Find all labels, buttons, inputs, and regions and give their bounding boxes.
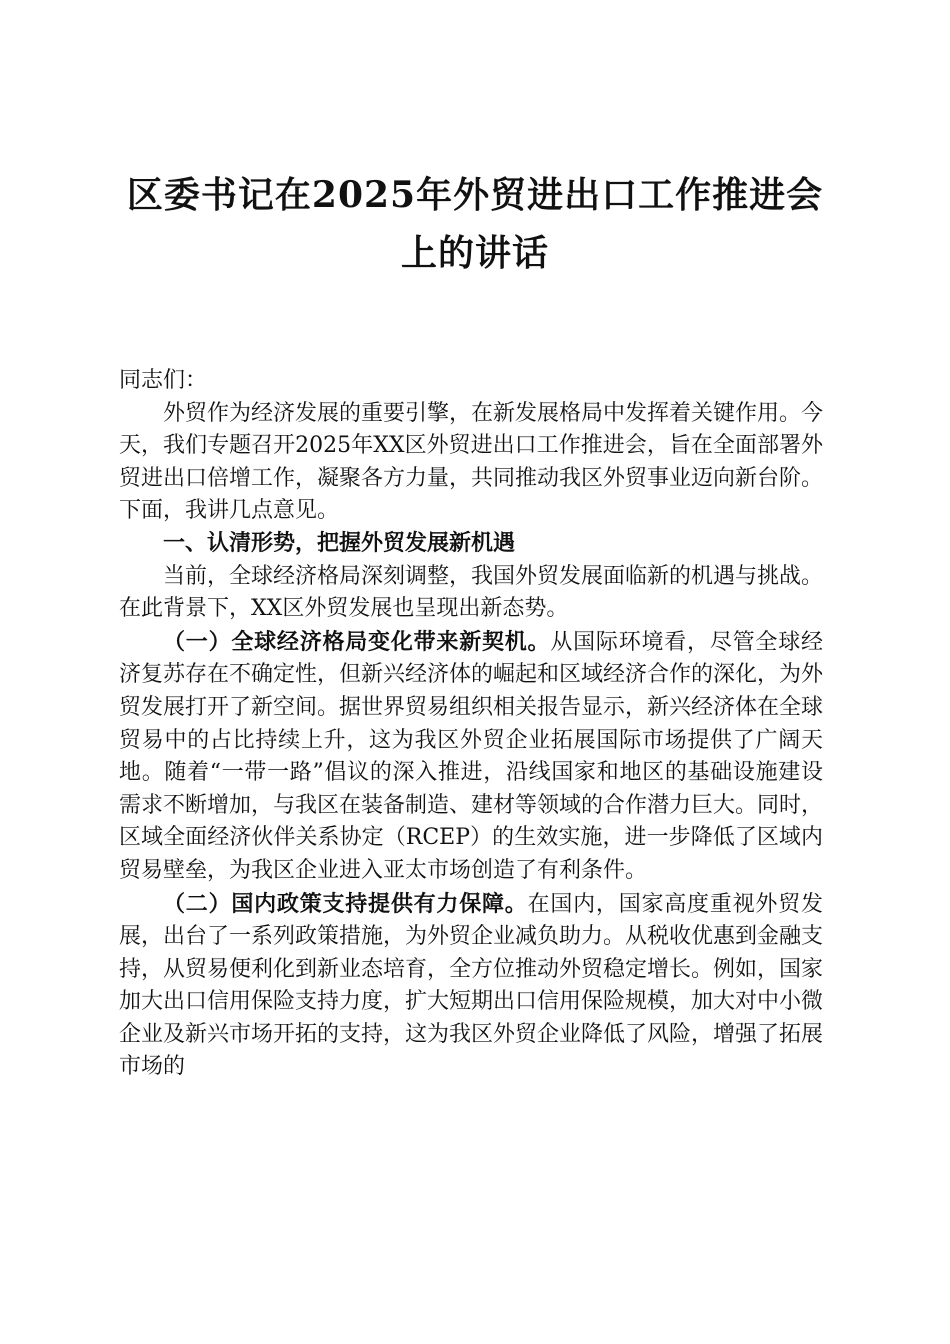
salutation: 同志们：: [119, 368, 208, 393]
subsection-lead-2: （二）国内政策支持提供有力保障。: [163, 890, 528, 917]
subsection-text-2: 在国内，国家高度重视外贸发展，出台了一系列政策措施，为外贸企业减负助力。从税收优惠到金融支持，从贸易便利化到新业态培育，全方位推动外贸稳定增长。例如，国家加大出口信用保险支持力度，扩大短期出口信用保险规模，加大对中小微企业及新兴市场开拓的支持，这为我区外贸企业降低了风险，增强了拓展市场的: [119, 891, 824, 1080]
intro-paragraph: 外贸作为经济发展的重要引擎，在新发展格局中发挥着关键作用。今天，我们专题召开2025年XX区外贸进出口工作推进会，旨在全面部署外贸进出口倍增工作，凝聚各方力量，共同推动我区外贸事业迈向新台阶。下面，我讲几点意见。: [119, 400, 824, 524]
document-body: [119, 365, 823, 1084]
subsection-paragraph-2: [119, 888, 823, 1085]
section-heading: 一、认清形势，把握外贸发展新机遇: [163, 530, 516, 556]
document-title: 区委书记在2025年外贸进出口工作推进会上的讲话: [126, 174, 824, 274]
subsection-paragraph-1: [119, 626, 823, 888]
subsection-text-1: 从国际环境看，尽管全球经济复苏存在不确定性，但新兴经济体的崛起和区域经济合作的深化，为外贸发展打开了新空间。据世界贸易组织相关报告显示，新兴经济体在全球贸易中的占比持续上升，这为我区外贸企业拓展国际市场提供了广阔天地。随着“一带一路”倡议的深入推进，沿线国家和地区的基础设施建设需求不断增加，与我区在装备制造、建材等领域的合作潜力巨大。同时，区域全面经济伙伴关系协定（RCEP）的生效实施，进一步降低了区域内贸易壁垒，为我区企业进入亚太市场创造了有利条件。: [119, 629, 824, 883]
subsection-lead-1: （一）全球经济格局变化带来新契机。: [163, 628, 551, 655]
section-intro-paragraph: 当前，全球经济格局深刻调整，我国外贸发展面临新的机遇与挑战。在此背景下，XX区外贸发展也呈现出新态势。: [119, 563, 824, 622]
